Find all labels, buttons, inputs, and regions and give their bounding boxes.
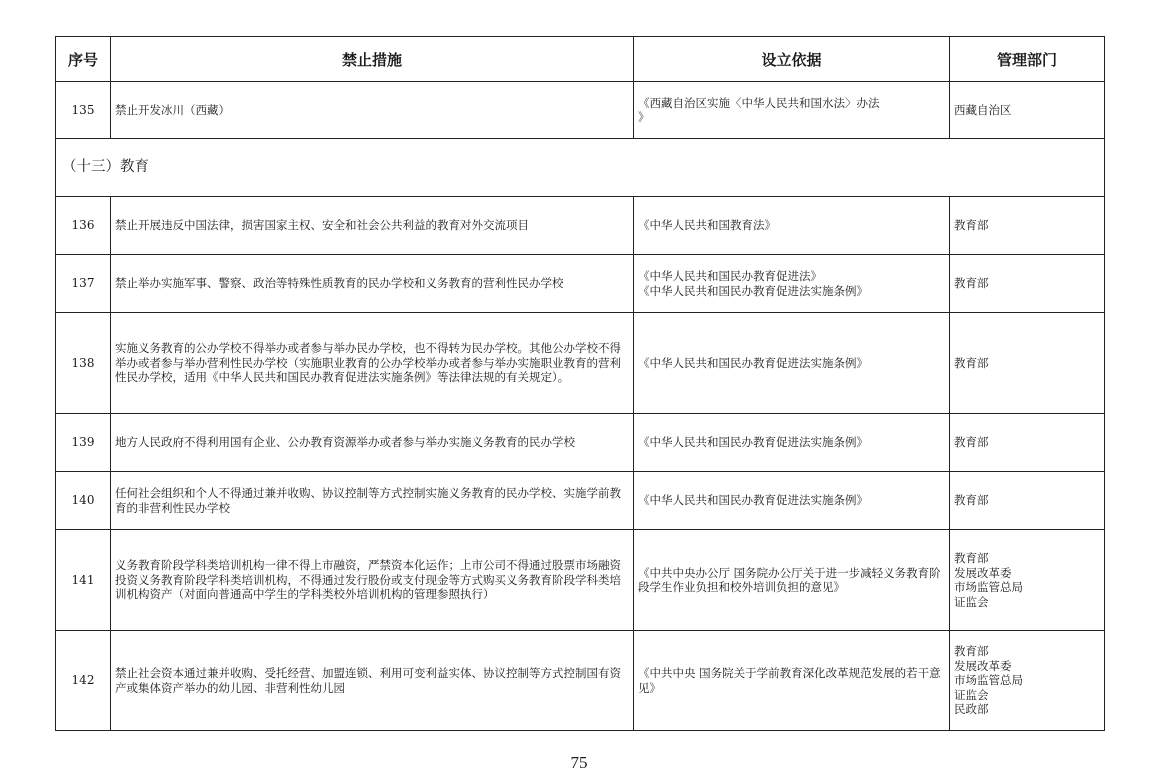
header-measure: 禁止措施 bbox=[111, 37, 634, 82]
table-row bbox=[56, 197, 1105, 255]
table-row bbox=[56, 631, 1105, 731]
header-row bbox=[56, 37, 1105, 82]
department-line: 发展改革委 bbox=[954, 565, 1012, 580]
basis-line: 《中华人民共和国民办教育促进法实施条例》 bbox=[638, 435, 868, 450]
basis-line: 《中共中央 国务院关于学前教育深化改革规范发展的若干意见》 bbox=[638, 666, 941, 695]
department-line: 市场监管总局 bbox=[954, 673, 1023, 688]
row-number: 141 bbox=[56, 530, 111, 631]
table-row bbox=[56, 414, 1105, 472]
row-number: 135 bbox=[56, 82, 111, 139]
department-cell bbox=[950, 255, 1105, 313]
department-cell bbox=[950, 313, 1105, 414]
department-cell bbox=[950, 472, 1105, 530]
measure-cell: 禁止开发冰川（西藏） bbox=[111, 82, 634, 139]
basis-cell bbox=[634, 255, 950, 313]
basis-cell bbox=[634, 472, 950, 530]
measure-cell: 禁止社会资本通过兼并收购、受托经营、加盟连锁、利用可变利益实体、协议控制等方式控制国有资产或集体资产举办的幼儿园、非营利性幼儿园 bbox=[111, 631, 634, 731]
department-line: 教育部 bbox=[954, 435, 989, 450]
row-number: 138 bbox=[56, 313, 111, 414]
measure-cell: 任何社会组织和个人不得通过兼并收购、协议控制等方式控制实施义务教育的民办学校、实施学前教育的非营利性民办学校 bbox=[111, 472, 634, 530]
basis-cell bbox=[634, 82, 950, 139]
basis-line: 《中华人民共和国教育法》 bbox=[638, 218, 776, 233]
row-number: 136 bbox=[56, 197, 111, 255]
department-line: 教育部 bbox=[954, 276, 989, 291]
table-row bbox=[56, 255, 1105, 313]
basis-cell bbox=[634, 414, 950, 472]
department-line: 西藏自治区 bbox=[954, 102, 1012, 117]
department-line: 教育部 bbox=[954, 493, 989, 508]
basis-line: 《中共中央办公厅 国务院办公厅关于进一步减轻义务教育阶段学生作业负担和校外培训负担的意见》 bbox=[638, 565, 941, 594]
table-row bbox=[56, 313, 1105, 414]
basis-line: 《中华人民共和国民办教育促进法》 bbox=[638, 269, 822, 283]
table-row bbox=[56, 472, 1105, 530]
basis-line: 《中华人民共和国民办教育促进法实施条例》 bbox=[638, 493, 868, 508]
table-row bbox=[56, 82, 1105, 139]
department-line: 教育部 bbox=[954, 355, 989, 370]
table-row bbox=[56, 530, 1105, 631]
measure-cell: 义务教育阶段学科类培训机构一律不得上市融资，严禁资本化运作；上市公司不得通过股票市场融资投资义务教育阶段学科类培训机构，不得通过发行股份或支付现金等方式购买义务教育阶段学科类培训机构资产（对面向普通高中学生的学科类校外培训机构的管理参照执行） bbox=[111, 530, 634, 631]
basis-cell bbox=[634, 631, 950, 731]
measure-cell: 地方人民政府不得利用国有企业、公办教育资源举办或者参与举办实施义务教育的民办学校 bbox=[111, 414, 634, 472]
basis-line: 《西藏自治区实施〈中华人民共和国水法〉办法 bbox=[638, 95, 880, 110]
basis-line: 《中华人民共和国民办教育促进法实施条例》 bbox=[638, 283, 868, 298]
department-cell bbox=[950, 530, 1105, 631]
section-heading: （十三）教育 bbox=[56, 139, 1105, 197]
basis-cell bbox=[634, 313, 950, 414]
basis-line: 《中华人民共和国民办教育促进法实施条例》 bbox=[638, 355, 868, 370]
department-line: 证监会 bbox=[954, 687, 989, 702]
measure-cell: 实施义务教育的公办学校不得举办或者参与举办民办学校，也不得转为民办学校。其他公办学校不得举办或者参与举办营利性民办学校（实施职业教育的公办学校举办或者参与举办实施职业教育的营利性民办学校，适用《中华人民共和国民办教育促进法实施条例》等法律法规的有关规定）。 bbox=[111, 313, 634, 414]
department-cell bbox=[950, 197, 1105, 255]
department-line: 证监会 bbox=[954, 594, 989, 609]
row-number: 140 bbox=[56, 472, 111, 530]
row-number: 137 bbox=[56, 255, 111, 313]
regulation-table bbox=[55, 36, 1105, 731]
department-line: 市场监管总局 bbox=[954, 580, 1023, 594]
basis-line: 》 bbox=[638, 110, 650, 124]
header-basis: 设立依据 bbox=[634, 37, 950, 82]
page-number: 75 bbox=[570, 753, 588, 772]
section-row bbox=[56, 139, 1105, 197]
basis-cell bbox=[634, 197, 950, 255]
measure-cell: 禁止举办实施军事、警察、政治等特殊性质教育的民办学校和义务教育的营利性民办学校 bbox=[111, 255, 634, 313]
header-department: 管理部门 bbox=[950, 37, 1105, 82]
row-number: 139 bbox=[56, 414, 111, 472]
department-line: 发展改革委 bbox=[954, 658, 1012, 673]
department-line: 教育部 bbox=[954, 218, 989, 233]
department-line: 民政部 bbox=[954, 702, 989, 717]
row-number: 142 bbox=[56, 631, 111, 731]
header-no: 序号 bbox=[56, 37, 111, 82]
measure-cell: 禁止开展违反中国法律，损害国家主权、安全和社会公共利益的教育对外交流项目 bbox=[111, 197, 634, 255]
basis-cell bbox=[634, 530, 950, 631]
department-line: 教育部 bbox=[954, 551, 989, 565]
department-cell bbox=[950, 631, 1105, 731]
department-cell bbox=[950, 82, 1105, 139]
department-line: 教育部 bbox=[954, 644, 989, 659]
department-cell bbox=[950, 414, 1105, 472]
